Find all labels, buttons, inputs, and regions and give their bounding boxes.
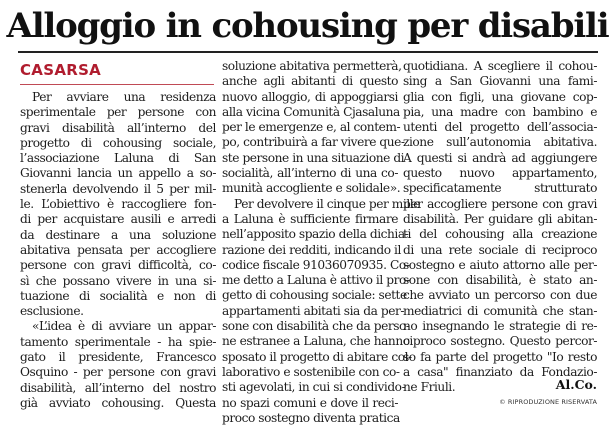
- article-line: disabilità, all’interno del nostro: [20, 380, 216, 395]
- article-line: pia, una madre con bambino e: [403, 104, 597, 119]
- article-line: progetto di cohousing sociale,: [20, 135, 216, 150]
- copyright-notice: © RIPRODUZIONE RISERVATA: [499, 398, 597, 406]
- article-line: persone con gravi difficoltà, co-: [20, 258, 216, 273]
- article-line: di una rete sociale di reciproco: [403, 242, 597, 257]
- article-line: già avviato cohousing. Questa: [20, 395, 216, 410]
- article-line: utenti del progetto dell’associa-: [403, 120, 597, 135]
- article-line: ti del cohousing alla creazione: [403, 227, 597, 242]
- kicker-underline: [20, 84, 214, 85]
- article-line: getto di cohousing sociale: sette: [222, 288, 407, 303]
- article-line: questo nuovo appartamento,: [403, 166, 597, 181]
- article-line: sposato il progetto di abitare col-: [222, 349, 412, 364]
- article-line: ste persone in una situazione di: [222, 150, 405, 165]
- article-line: sperimentale per persone con: [20, 105, 216, 120]
- article-line: tuazione di socialità e non di: [20, 288, 216, 303]
- article-line: «L’idea è di avviare un appar-: [32, 319, 216, 334]
- article-line: sone con disabilità che da perso-: [222, 319, 410, 334]
- article-line: po, contribuirà a far vivere que-: [222, 135, 405, 150]
- article-line: di per acquistare ausili e arredi: [20, 212, 216, 227]
- article-line: me detto a Laluna è attivo il pro-: [222, 273, 410, 288]
- article-line: munità accogliente e solidale».: [222, 181, 401, 196]
- column-rule-3: [402, 51, 598, 53]
- article-line: che avviato un percorso con due: [403, 288, 597, 303]
- article-line: Giovanni lancia un appello a so-: [20, 166, 216, 181]
- article-line: sti agevolati, in cui si condivido-: [222, 380, 406, 395]
- article-line: ciproco sostegno. Questo percor-: [403, 334, 597, 349]
- article-line: per le emergenze e, al contem-: [222, 120, 401, 135]
- article-line: appartamenti abitati sia da per-: [222, 303, 405, 318]
- article-line: mediatrici di comunità che stan-: [403, 303, 597, 318]
- article-line: nell’apposito spazio della dichia-: [222, 227, 409, 242]
- article-line: l’associazione Laluna di San: [20, 151, 216, 166]
- article-line: quotidiana. A scegliere il cohou-: [403, 59, 597, 73]
- article-line: sostegno e aiuto attorno alle per-: [403, 257, 597, 272]
- article-line: proco sostegno diventa pratica: [222, 410, 400, 425]
- article-line: anche agli abitanti di questo: [222, 74, 398, 89]
- article-line: no spazi comuni e dove il reci-: [222, 395, 398, 410]
- article-line: gato il presidente, Francesco: [20, 350, 216, 365]
- article-line: soluzione abitativa permetterà,: [222, 59, 402, 73]
- section-kicker: CASARSA: [20, 61, 102, 79]
- article-line: Per devolvere il cinque per mille: [234, 196, 421, 211]
- article-line: A questi si andrà ad aggiungere: [403, 150, 597, 165]
- article-column-3: [403, 59, 597, 396]
- article-line: specificatamente strutturato: [403, 181, 597, 196]
- article-line: ne estranee a Laluna, che hanno: [222, 334, 410, 349]
- article-line: per accogliere persone con gravi: [403, 196, 597, 211]
- article-column-2: [222, 59, 421, 426]
- article-line: le. L’obiettivo è raccogliere fon-: [20, 197, 216, 212]
- article-line: codice fiscale 91036070935. Co-: [222, 257, 410, 272]
- article-line: esclusione.: [20, 304, 84, 319]
- article-line: nuovo alloggio, di appoggiarsi: [222, 89, 398, 104]
- article-line: abitativa pensata per accogliere: [20, 242, 216, 257]
- headline: Alloggio in cohousing per disabili: [6, 6, 609, 46]
- article-line: sing a San Giovanni una fami-: [403, 74, 597, 89]
- article-line: da destinare a una soluzione: [20, 227, 216, 242]
- article-line: stenerla devolvendo il 5 per mil-: [20, 181, 216, 196]
- article-line: zione sull’autonomia abitativa.: [403, 135, 597, 150]
- column-rule-2: [222, 51, 410, 53]
- article-line: no insegnando le strategie di re-: [403, 319, 597, 334]
- article-line: a casa" finanziato da Fondazio-: [403, 364, 597, 379]
- article-line: razione dei redditi, indicando il: [222, 242, 401, 257]
- article-line: a Laluna è sufficiente firmare: [222, 211, 398, 226]
- article-line: sì che possano vivere in una si-: [20, 273, 216, 288]
- article-line: so fa parte del progetto "Io resto: [403, 349, 597, 364]
- article-line: ne Friuli.: [403, 380, 456, 395]
- byline: Al.Co.: [555, 377, 597, 392]
- article-line: disabilità. Per guidare gli abitan-: [403, 211, 597, 226]
- article-line: laborativo e sostenibile con co-: [222, 364, 400, 379]
- article-line: glia con figli, una giovane cop-: [403, 89, 597, 104]
- article-line: sone con disabilità, è stato an-: [403, 273, 597, 288]
- article-line: socialità, all’interno di una co-: [222, 166, 398, 181]
- article-line: gravi disabilità all’interno del: [20, 120, 216, 135]
- article-line: Per avviare una residenza: [32, 90, 216, 104]
- column-rule-1: [18, 51, 232, 53]
- article-column-1: [20, 90, 216, 411]
- article-line: tamento sperimentale - ha spie-: [20, 334, 216, 349]
- article-line: Osquino - per persone con gravi: [20, 365, 216, 380]
- article-line: alla vicina Comunità Cjasaluna: [222, 104, 400, 119]
